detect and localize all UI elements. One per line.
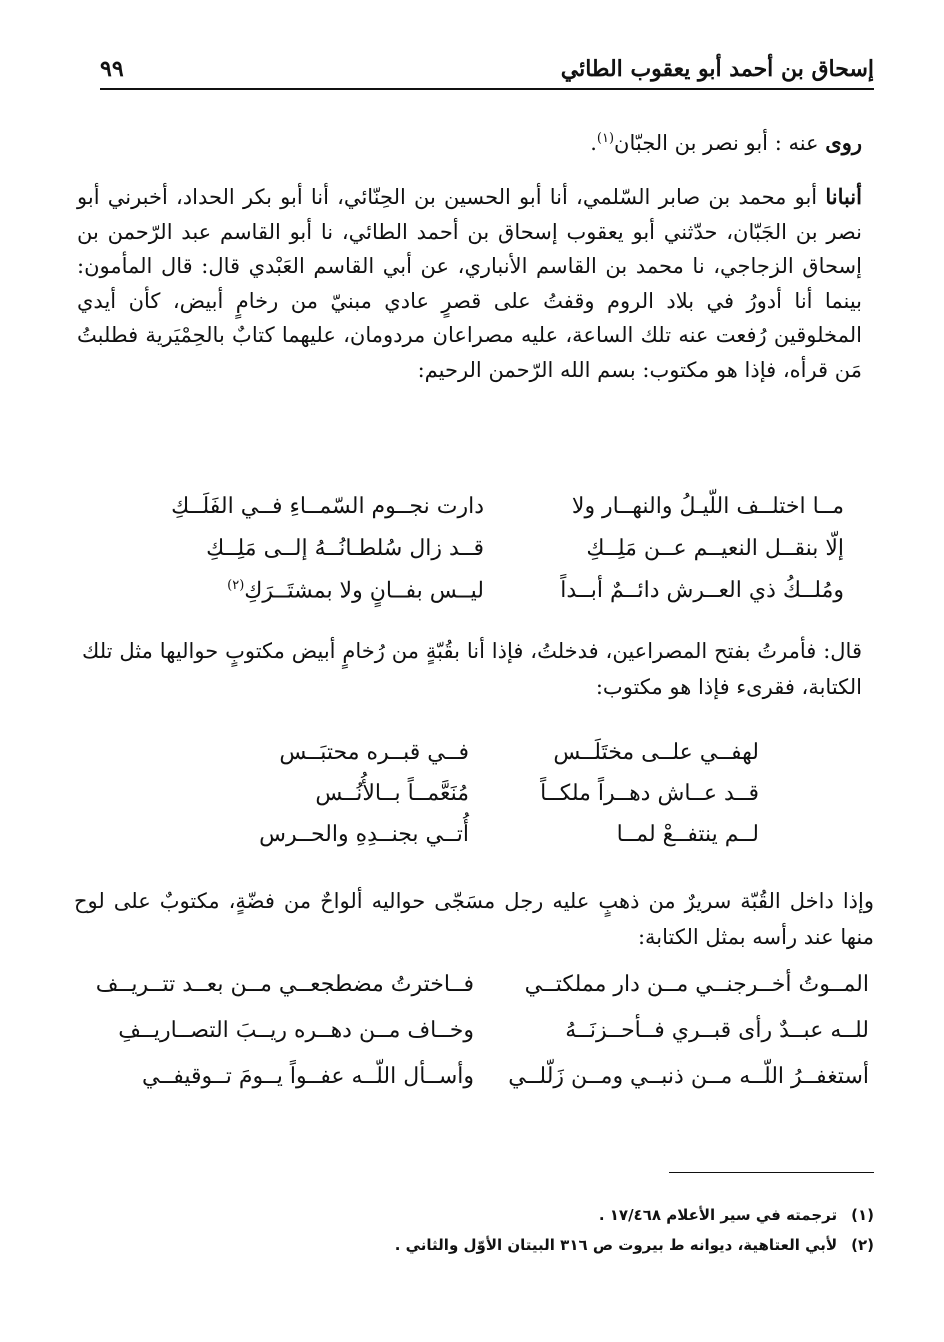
poem-verse <box>144 494 844 536</box>
narrator-end: . <box>590 131 597 155</box>
isnad-label: أنبانا <box>825 184 862 209</box>
poem-1 <box>144 494 844 620</box>
verse-second-hemistich: فــاخترتُ مضطجعــي مــن بعــد تتــريــف <box>95 972 474 997</box>
running-title: إسحاق بن أحمد أبو يعقوب الطائي <box>560 56 874 82</box>
verse-first-hemistich: لــم ينتفــعْ لمــا <box>616 822 759 847</box>
verse-second-hemistich <box>227 578 484 603</box>
poem-verse <box>209 822 759 863</box>
footnote-number: (١) <box>851 1206 874 1224</box>
poem-verse <box>109 1018 869 1064</box>
verse-second-hemistich: فــي قبــره محتبَــس <box>279 740 469 765</box>
verse-first-hemistich: للــه عبــدٌ رأى قبــري فــأحــزنَــهُ <box>565 1018 869 1043</box>
header-rule <box>100 88 874 90</box>
verse-first-hemistich: قــد عــاش دهــراً ملكــاً <box>540 781 759 806</box>
poem-verse <box>209 740 759 781</box>
verse-second-hemistich: مُنَعَّمــاً بــالأُنُــس <box>315 781 469 806</box>
verse-first-hemistich: لهفــي علــى مختَلَــس <box>553 740 759 765</box>
verse-first-hemistich: ومُلــكُ ذي العــرش دائــمٌ أبــداً <box>560 578 844 603</box>
verse-first-hemistich: مــا اختلــف اللّيـلُ والنهــار ولا <box>571 494 844 519</box>
footnote-text: لأبي العتاهية، ديوانه ط بيروت ص ٣١٦ البيتان الأوّل والثاني . <box>394 1236 838 1254</box>
poem-3 <box>95 972 869 1110</box>
poem-verse <box>144 578 844 620</box>
verse-second-hemistich: دارت نجــوم السّمــاءِ فــي الفَلَــكِ <box>171 494 484 519</box>
footnotes <box>174 1200 874 1260</box>
paragraph-bed: وإذا داخل القُبّة سريرٌ من ذهبٍ عليه رجل مسَجّى حواليه ألواحٌ من فضّةٍ، مكتوبٌ على لوح منها عند رأسه بمثل الكتابة: <box>74 889 874 949</box>
poem-verse <box>144 536 844 578</box>
verse-first-hemistich: أستغفــرُ اللّــه مــن ذنبــي ومــن زَلّلــي <box>508 1064 869 1089</box>
verse-second-hemistich: قــد زال سُلطـانُــهُ إلــى مَلِــكِ <box>206 536 484 561</box>
footnote <box>174 1230 874 1260</box>
verse-second-hemistich: وخــاف مــن دهــره ريــبَ التصــاريــفِ <box>118 1018 474 1043</box>
footnote-ref-1: (١) <box>596 131 615 146</box>
page-number: ٩٩ <box>100 56 124 82</box>
narrator-text: عنه : أبو نصر بن الجبّان <box>614 131 819 155</box>
poem-verse <box>209 781 759 822</box>
footnote-rule <box>669 1172 874 1173</box>
verse-second-hemistich: وأســأل اللّــه عفــواً يــومَ تــوقيفــي <box>141 1064 474 1089</box>
hemistich-text: ليــس بفــانٍ ولا بمشتَــرَكِ <box>244 578 484 604</box>
footnote <box>174 1200 874 1230</box>
narrator-label: روى <box>825 130 862 155</box>
isnad-paragraph <box>77 180 862 387</box>
poem-verse <box>109 1064 869 1110</box>
narrator-line <box>82 124 862 158</box>
verse-first-hemistich: إلّا بنقــل النعيــم عــن مَلِــكِ <box>586 536 844 561</box>
verse-second-hemistich: أُتــي بجنــدِهِ والحــرس <box>259 822 469 847</box>
paragraph-dome: قال: فأمرتُ بفتح المصراعين، فدخلتُ، فإذا أنا بقُبّةٍ من رُخامٍ أبيض مكتوبٍ حواليها مثل تلك الكتابة، فقرىء فإذا هو مكتوب: <box>82 639 862 699</box>
footnote-ref-2: (٢) <box>227 578 245 593</box>
footnote-number: (٢) <box>851 1236 874 1254</box>
poem-verse <box>95 972 869 1018</box>
footnote-text: ترجمته في سير الأعلام ١٧/٤٦٨ . <box>598 1206 838 1224</box>
poem-2 <box>209 740 759 870</box>
isnad-text: أبو محمد بن صابر السّلمي، أنا أبو الحسين بن الحِنّائي، أنا أبو بكر الحداد، أخبرني أبو نصر بن الجَبّان، حدّثني أبو يعقوب إسحاق بن أحمد الطائي، نا أبو القاسم عبد الرّحمن بن إسحاق الزجاجي، نا محمد بن القاسم الأنباري، عن أبي القاسم العَبْدي قال: قال المأمون: بينما أنا أدورُ في بلاد الروم وقفتُ على قصرٍ عادي مبنيّ من رخامٍ أبيض، كأن أيدي المخلوقين رُفعت عنه تلك الساعة، عليه مصراعان مردومان، عليهما كتابٌ بالحِمْيَرية فطلبتُ مَن قرأه، فإذا هو مكتوب: بسم الله الرّحمن الرحيم: <box>77 185 862 382</box>
page-header <box>100 52 874 90</box>
verse-first-hemistich: المــوتُ أخــرجنــي مــن دار مملكتــي <box>524 972 869 997</box>
